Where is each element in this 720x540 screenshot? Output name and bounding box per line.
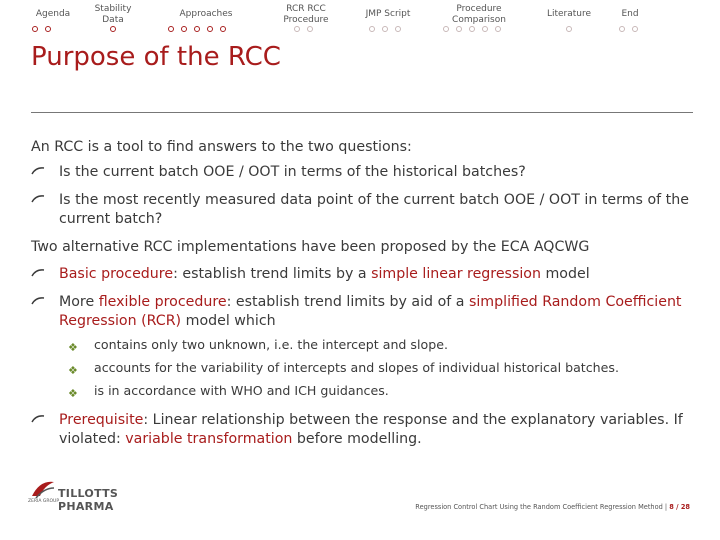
nav-dot[interactable] [456, 26, 462, 32]
flexible-procedure-text: : establish trend limits by aid of a [226, 294, 469, 310]
sub-bullet-text: is in accordance with WHO and ICH guidances. [94, 383, 389, 398]
linear-regression-term: simple linear regression [371, 266, 541, 282]
diamond-bullet-icon: ❖ [68, 387, 78, 400]
footer-caption [415, 503, 690, 511]
flexible-procedure-bullet [31, 293, 691, 331]
nav-dot[interactable] [168, 26, 174, 32]
nav-dot[interactable] [194, 26, 200, 32]
swoosh-bullet-icon [31, 415, 45, 423]
company-logo [28, 478, 168, 513]
variable-transformation-term: variable transformation [125, 431, 293, 447]
nav-dot[interactable] [395, 26, 401, 32]
nav-dot[interactable] [382, 26, 388, 32]
nav-dot[interactable] [632, 26, 638, 32]
nav-dots-literature [566, 26, 572, 36]
nav-dots-stability [110, 26, 116, 36]
flexible-procedure-tail: model which [181, 313, 276, 329]
prerequisite-term: Prerequisite [59, 412, 144, 428]
nav-dot[interactable] [369, 26, 375, 32]
nav-section-literature[interactable] [540, 9, 598, 20]
question-text: Is the most recently measured data point of the current batch OOE / OOT in terms of the current batch? [59, 192, 689, 227]
nav-dots-comparison [443, 26, 501, 36]
prerequisite-text: : Linear relationship between the response and the explanatory variables. If violated: [59, 412, 683, 447]
section-navigation [0, 0, 720, 44]
nav-dots-agenda [32, 26, 51, 36]
alternatives-text: Two alternative RCC implementations have been proposed by the ECA AQCWG [31, 239, 590, 255]
logo-subtitle: ZERIA GROUP [28, 499, 60, 504]
nav-dot[interactable] [619, 26, 625, 32]
nav-section-label: RCR RCC Procedure [283, 4, 329, 25]
nav-section-procedure-comparison[interactable] [446, 4, 512, 26]
nav-dot[interactable] [207, 26, 213, 32]
nav-dot[interactable] [307, 26, 313, 32]
nav-section-label: Stability Data [94, 4, 132, 25]
nav-section-label: JMP Script [365, 9, 411, 19]
basic-procedure-text: : establish trend limits by a [173, 266, 372, 282]
nav-dot[interactable] [110, 26, 116, 32]
nav-dots-jmp [369, 26, 401, 36]
nav-section-label: Agenda [35, 9, 71, 19]
basic-procedure-term: Basic procedure [59, 266, 174, 282]
page-number: 8 / 28 [669, 503, 690, 511]
question-bullet [31, 163, 691, 182]
nav-dot[interactable] [482, 26, 488, 32]
diamond-bullet-icon: ❖ [68, 341, 78, 354]
swoosh-bullet-icon [31, 195, 45, 203]
swoosh-bullet-icon [31, 167, 45, 175]
nav-section-label: Literature [546, 9, 592, 19]
sub-bullet-text: accounts for the variability of intercepts and slopes of individual historical batches. [94, 360, 619, 375]
nav-section-label: End [621, 9, 639, 19]
nav-dots-end [619, 26, 638, 36]
sub-bullet [31, 337, 691, 353]
question-bullet [31, 191, 691, 229]
nav-dot[interactable] [495, 26, 501, 32]
nav-section-approaches[interactable] [172, 9, 240, 20]
intro-text: An RCC is a tool to find answers to the two questions: [31, 139, 412, 155]
basic-procedure-bullet [31, 265, 691, 284]
sub-bullet-text: contains only two unknown, i.e. the intercept and slope. [94, 337, 448, 352]
nav-section-label: Approaches [179, 9, 233, 19]
nav-dots-approaches [168, 26, 226, 36]
basic-procedure-tail: model [540, 266, 590, 282]
prerequisite-bullet [31, 411, 691, 449]
nav-dot[interactable] [32, 26, 38, 32]
nav-dot[interactable] [469, 26, 475, 32]
nav-section-jmp-script[interactable] [358, 9, 418, 20]
question-text: Is the current batch OOE / OOT in terms of the historical batches? [59, 164, 526, 180]
swoosh-bullet-icon [31, 297, 45, 305]
flexible-procedure-term: flexible procedure [98, 294, 227, 310]
nav-section-agenda[interactable] [28, 9, 78, 20]
nav-section-end[interactable] [612, 9, 648, 20]
nav-dot[interactable] [220, 26, 226, 32]
nav-dots-rcr [294, 26, 313, 36]
swoosh-bullet-icon [31, 269, 45, 277]
sub-bullet [31, 360, 691, 376]
flexible-procedure-lead: More [59, 294, 99, 310]
nav-dot[interactable] [566, 26, 572, 32]
presentation-title: Regression Control Chart Using the Random Coefficient Regression Method | [415, 503, 668, 511]
title-divider [31, 112, 693, 113]
nav-section-label: Procedure Comparison [452, 4, 506, 25]
nav-section-rcr-rcc-procedure[interactable] [276, 4, 336, 26]
nav-section-stability-data[interactable] [88, 4, 138, 26]
rcr-model-term: simplified Random Coefficient Regression (RCR) [59, 294, 682, 329]
logo-emblem-icon [30, 478, 56, 500]
slide-title: Purpose of the RCC [31, 42, 281, 72]
nav-dot[interactable] [45, 26, 51, 32]
slide-body [31, 138, 691, 458]
sub-bullet [31, 383, 691, 399]
logo-name: TILLOTTS PHARMA [58, 487, 119, 513]
nav-dot[interactable] [294, 26, 300, 32]
prerequisite-tail: before modelling. [292, 431, 422, 447]
nav-dot[interactable] [181, 26, 187, 32]
diamond-bullet-icon: ❖ [68, 364, 78, 377]
nav-dot[interactable] [443, 26, 449, 32]
